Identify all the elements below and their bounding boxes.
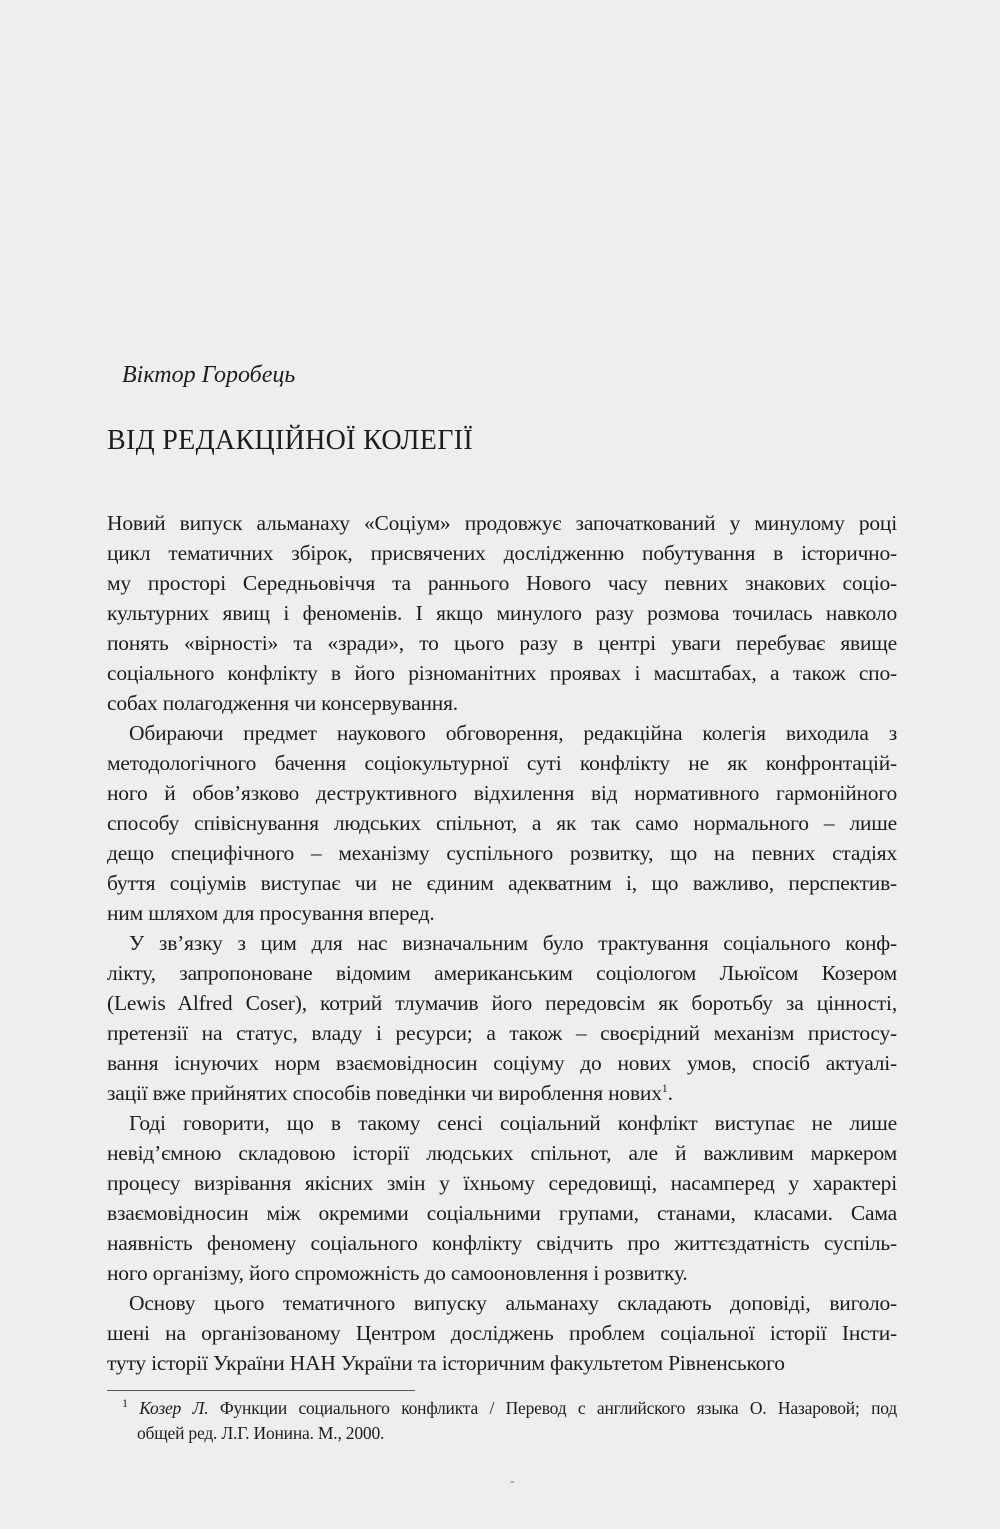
text-line: Обираючи предмет наукового обговорення, редакційна колегія виходила з (129, 721, 897, 745)
article-body (107, 508, 897, 1378)
footnote-text-line1: Функции социального конфликта / Перевод с английского языка О. Назаровой; под (208, 1398, 897, 1418)
text-line: зації вже прийнятих способів поведінки чи вироблення нових (107, 1081, 662, 1105)
text-line: У зв’язку з цим для нас визначальним було трактування соціального конф- (129, 931, 897, 955)
text-line: претензії на статус, владу і ресурси; а також – своєрідний механізм пристосу- (107, 1021, 897, 1045)
footnote (122, 1396, 897, 1446)
text-line: соціального конфлікту в його різноманітних проявах і масштабах, а також спо- (107, 661, 897, 685)
text-line: буття соціумів виступає чи не єдиним адекватним і, що важливо, перспектив- (107, 871, 897, 895)
footnote-number: 1 (122, 1396, 128, 1411)
text-line: ного організму, його спроможність до самооновлення і розвитку. (107, 1261, 688, 1285)
text-line: вання існуючих норм взаємовідносин соціуму до нових умов, спосіб актуалі- (107, 1051, 897, 1075)
footnote-divider (107, 1390, 415, 1391)
text-line: туту історії України НАН України та історичним факультетом Рівненського (107, 1351, 785, 1375)
text-line: (Lewis Alfred Coser), котрий тлумачив його передовсім як боротьбу за цінності, (107, 991, 897, 1015)
text-line: ним шляхом для просування вперед. (107, 901, 435, 925)
text-line: Новий випуск альманаху «Соціум» продовжує започаткований у минулому році (107, 511, 897, 535)
text-line: невід’ємною складовою історії людських спільнот, але й важливим маркером (107, 1141, 897, 1165)
paragraph (107, 928, 897, 1108)
text-line: шені на організованому Центром досліджень проблем соціальної історії Інсти- (107, 1321, 897, 1345)
text-line: способу співіснування людських спільнот, а як так само нормального – лише (107, 811, 897, 835)
text-line: Годі говорити, що в такому сенсі соціальний конфлікт виступає не лише (129, 1111, 897, 1135)
text-line: наявність феномену соціального конфлікту свідчить про життєздатність суспіль- (107, 1231, 897, 1255)
author-name: Віктор Горобець (122, 362, 296, 388)
article-title: ВІД РЕДАКЦІЙНОЇ КОЛЕГІЇ (107, 425, 473, 456)
text-line: культурних явищ і феноменів. І якщо минулого разу розмова точилась навколо (107, 601, 897, 625)
paragraph (107, 1108, 897, 1288)
text-line: лікту, запропоноване відомим американським соціологом Льюїсом Козером (107, 961, 897, 985)
page-mark: - (510, 1474, 515, 1489)
footnote-reference[interactable]: 1 (661, 1080, 668, 1095)
text-line: понять «вірності» та «зради», то цього разу в центрі уваги перебуває явище (107, 631, 897, 655)
text-line-wrapper: зації вже прийнятих способів поведінки чи вироблення нових$^1$. (107, 1080, 673, 1105)
text-line: методологічного бачення соціокультурної суті конфлікту не як конфронтацій- (107, 751, 897, 775)
text-line: му просторі Середньовіччя та раннього Нового часу певних знакових соціо- (107, 571, 897, 595)
text-line: процесу визрівання якісних змін у їхньому середовищі, насамперед у характері (107, 1171, 897, 1195)
text-line: дещо специфічного – механізму суспільного розвитку, що на певних стадіях (107, 841, 897, 865)
paragraph (107, 508, 897, 718)
footnote-text-line2: общей ред. Л.Г. Ионина. М., 2000. (137, 1423, 385, 1443)
text-line: ного й обов’язково деструктивного відхилення від нормативного гармонійного (107, 781, 897, 805)
text-line: собах полагодження чи консервування. (107, 691, 458, 715)
paragraph (107, 718, 897, 928)
paragraph (107, 1288, 897, 1378)
text-line: взаємовідносин між окремими соціальними групами, станами, класами. Сама (107, 1201, 897, 1225)
text-line: цикл тематичних збірок, присвячених дослідженню побутування в історично- (107, 541, 897, 565)
footnote-author: Козер Л. (139, 1398, 209, 1418)
text-line: Основу цього тематичного випуску альманаху складають доповіді, виголо- (129, 1291, 897, 1315)
